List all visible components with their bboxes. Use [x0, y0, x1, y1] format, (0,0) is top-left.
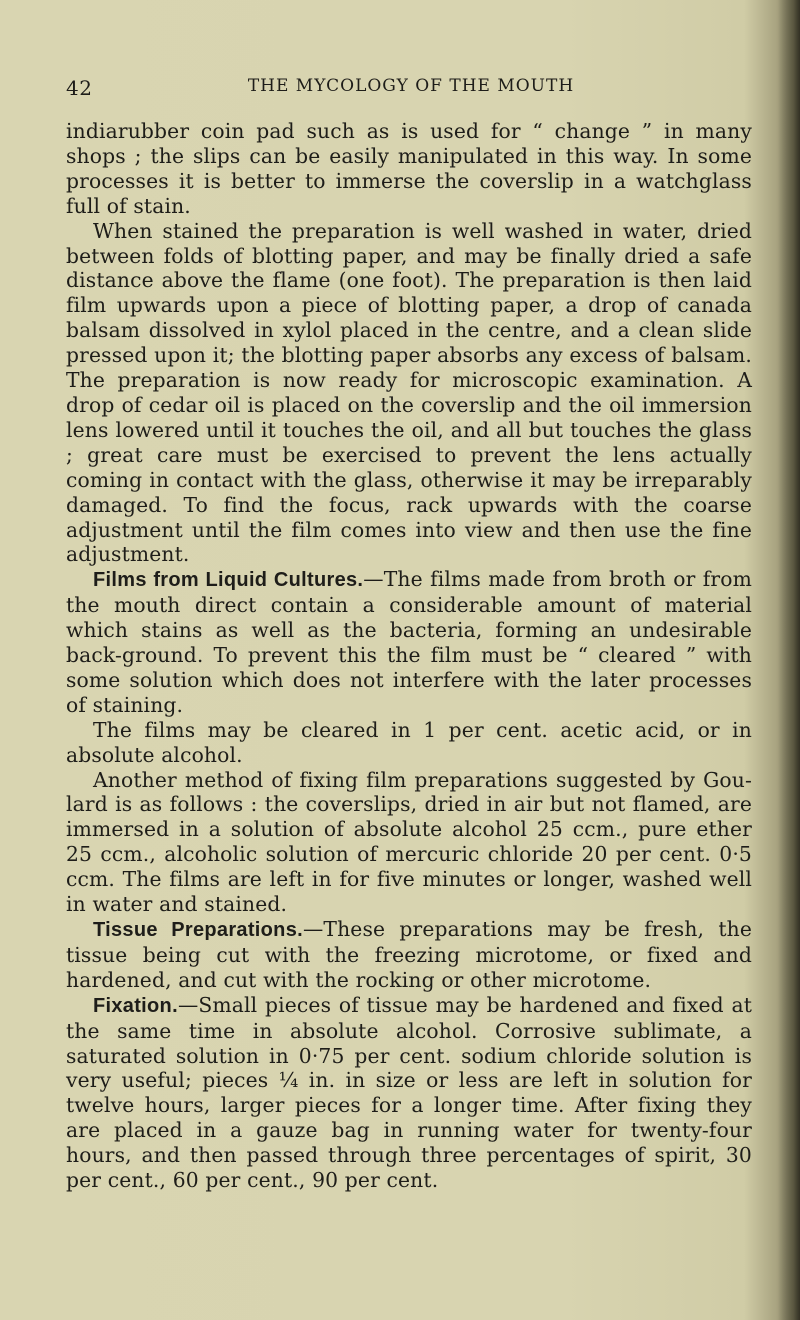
paragraph-text: When stained the preparation is well washed in water, dried between folds of blotting paper, and may be finally dried a safe distance above the flame (one foot). The preparation is then laid film upwards upon a piece of blotting paper, a drop of canada balsam dissolved in xylol placed in the centre, and a clean slide pressed upon it; the blotting paper absorbs any excess of balsam. The preparation is now ready for microscopic examination. A drop of cedar oil is placed on the coverslip and the oil immersion lens lowered until it touches the oil, and all but touches the glass ; great care must be exercised to prevent the lens actually coming in contact with the glass, otherwise it may be irreparably damaged. To find the focus, rack upwards with the coarse adjustment until the film comes into view and then use the fine adjustment.	[66, 218, 752, 567]
paragraph-text: —These preparations may be fresh, the tissue being cut with the freezing microtome, or fixed and hardened, and cut with the rocking or other microtome.	[66, 917, 752, 992]
paragraph	[66, 718, 752, 768]
section-heading: Fixation.	[93, 994, 178, 1017]
paragraph-text: Another method of fixing film preparations suggested by Gou-lard is as follows : the coverslips, dried in air but not flamed, are immersed in a solution of absolute alcohol 25 ccm., pure ether 25 ccm., alcoholic solution of mercuric chloride 20 per cent. 0·5 ccm. The films are left in for five minutes or longer, washed well in water and stained.	[66, 767, 752, 917]
body-text	[66, 119, 752, 1193]
running-head: THE MYCOLOGY OF THE MOUTH	[247, 76, 575, 96]
section-heading: Films from Liquid Cultures.	[93, 569, 364, 592]
page-number: 42	[66, 76, 93, 100]
page-header	[66, 76, 756, 100]
paragraph-text: —Small pieces of tissue may be hardened and fixed at the same time in absolute alcohol. Corrosive sublimate, a saturated solution in 0·75 per cent. sodium chloride solution is very useful; pieces ¼ in. in size or less are left in solution for twelve hours, larger pieces for a longer time. After fixing they are placed in a gauze bag in running water for twenty-four hours, and then passed through three percentages of spirit, 30 per cent., 60 per cent., 90 per cent.	[66, 992, 752, 1193]
page-edge-shadow	[778, 0, 800, 1320]
paragraph	[66, 993, 752, 1193]
paragraph	[66, 219, 752, 568]
paragraph-text: —The films made from broth or from the mouth direct contain a considerable amount of material which stains as well as the bacteria, forming an undesirable back-ground. To prevent this the film must be “ cleared ” with some solution which does not interfere with the later processes of staining.	[66, 567, 752, 717]
paragraph	[66, 917, 752, 993]
paragraph-text: The films may be cleared in 1 per cent. acetic acid, or in absolute alcohol.	[66, 717, 752, 767]
paragraph	[66, 567, 752, 717]
paragraph-text: indiarubber coin pad such as is used for “ change ” in many shops ; the slips can be easily manipulated in this way. In some processes it is better to immerse the coverslip in a watchglass full of stain.	[66, 119, 752, 218]
paragraph	[66, 768, 752, 917]
paragraph	[66, 119, 752, 219]
section-heading: Tissue Preparations.	[93, 919, 303, 941]
